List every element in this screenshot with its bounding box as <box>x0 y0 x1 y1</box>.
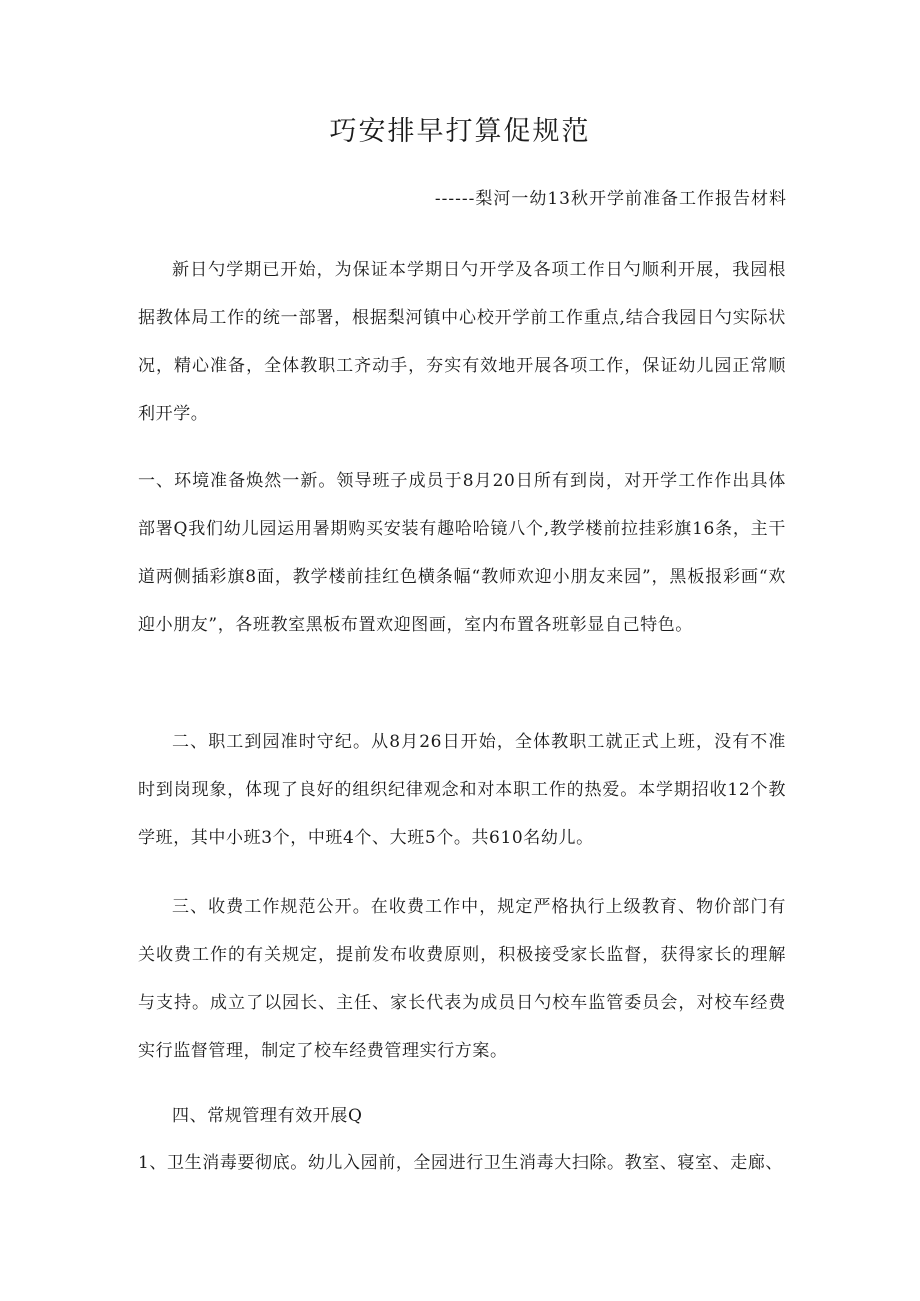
document-title: 巧安排早打算促规范 <box>329 116 591 147</box>
paragraph-environment: 一、环境准备焕然一新。领导班子成员于8月20日所有到岗，对开学工作作出具体部署Q我们幼儿园运用暑期购买安装有趣哈哈镜八个,教学楼前拉挂彩旗16条，主干道两侧插彩旗8面，教学楼前挂红色横条幅“教师欢迎小朋友来园”，黑板报彩画“欢迎小朋友”，各班教室黑板布置欢迎图画，室内布置各班彰显自己特色。 <box>138 471 786 635</box>
paragraph-intro: 新日勺学期已开始，为保证本学期日勺开学及各项工作日勺顺利开展，我园根据教体局工作的统一部署，根据梨河镇中心校开学前工作重点,结合我园日勺实际状况，精心准备，全体教职工齐动手，夯实有效地开展各项工作，保证幼儿园正常顺利开学。 <box>138 260 786 424</box>
paragraph-hygiene: 1、卫生消毒要彻底。幼儿入园前，全园进行卫生消毒大扫除。教室、寝室、走廊、 <box>138 1153 784 1173</box>
paragraph-staff: 二、职工到园准时守纪。从8月26日开始，全体教职工就正式上班，没有不准时到岗现象，体现了良好的组织纪律观念和对本职工作的热爱。本学期招收12个教学班，其中小班3个，中班4个、大班5个。共610名幼儿。 <box>138 732 786 848</box>
paragraph-fees: 三、收费工作规范公开。在收费工作中，规定严格执行上级教育、物价部门有关收费工作的有关规定，提前发布收费原则，积极接受家长监督，获得家长的理解与支持。成立了以园长、主任、家长代表为成员日勺校车监管委员会，对校车经费实行监督管理，制定了校车经费管理实行方案。 <box>138 897 786 1061</box>
paragraph-routine-heading: 四、常规管理有效开展Q <box>172 1106 363 1126</box>
document-subtitle: ------梨河一幼13秋开学前准备工作报告材料 <box>434 189 787 209</box>
